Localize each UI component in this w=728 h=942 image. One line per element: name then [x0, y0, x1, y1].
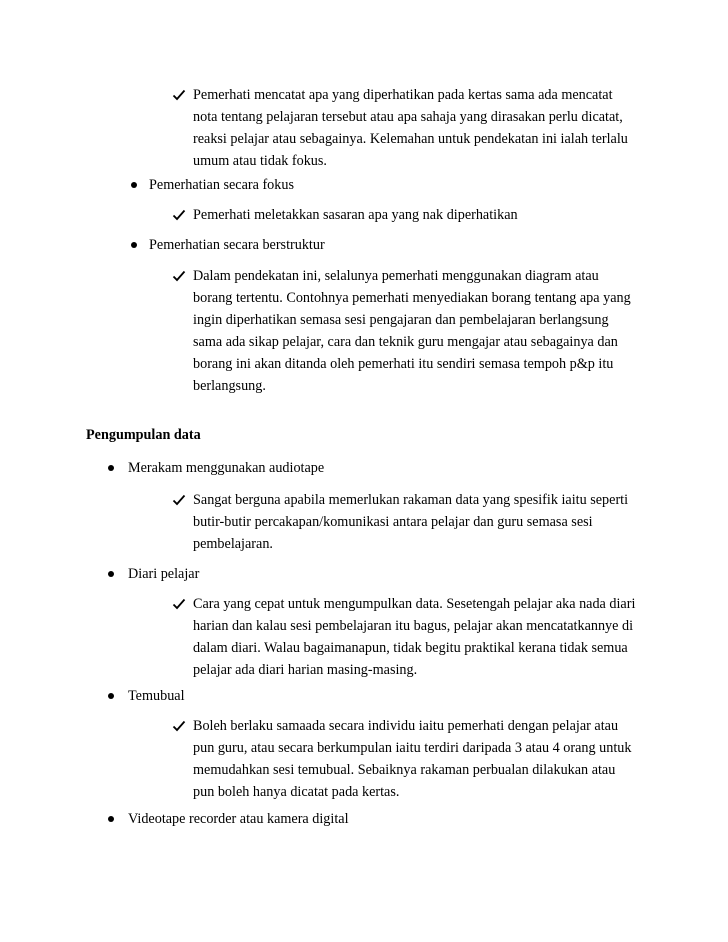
text-line: berlangsung.: [193, 378, 266, 394]
text-line: ingin diperhatikan semasa sesi pengajaran dan pembelajaran berlangsung: [193, 312, 609, 328]
text-line: sama ada sikap pelajar, cara dan teknik guru mengajar atau sebagainya dan: [193, 334, 618, 350]
text-line: umum atau tidak fokus.: [193, 153, 327, 169]
text-line: borang ini akan ditanda oleh pemerhati itu sendiri semasa tempoh p&p itu: [193, 356, 614, 372]
text-line: pun guru, atau secara berkumpulan iaitu terdiri daripada 3 atau 4 orang untuk: [193, 740, 632, 756]
bullet-icon: [131, 242, 137, 248]
checkmark-icon: [172, 208, 186, 222]
checkmark-icon: [172, 88, 186, 102]
section-heading: Pengumpulan data: [86, 427, 201, 443]
text-line: pembelajaran.: [193, 536, 273, 552]
text-line: dalam diari. Walau bagaimanapun, tidak begitu praktikal kerana tidak semua: [193, 640, 628, 656]
text-line: memudahkan sesi temubual. Sebaiknya rakaman perbualan dilakukan atau: [193, 762, 616, 778]
list-item: Videotape recorder atau kamera digital: [128, 811, 349, 827]
list-item: Merakam menggunakan audiotape: [128, 460, 325, 476]
list-item: Temubual: [128, 688, 185, 704]
list-item: Pemerhatian secara berstruktur: [149, 237, 325, 253]
text-line: Dalam pendekatan ini, selalunya pemerhati menggunakan diagram atau: [193, 268, 599, 284]
text-line: Pemerhati meletakkan sasaran apa yang nak diperhatikan: [193, 207, 518, 223]
text-line: harian dan kalau sesi pembelajaran itu bagus, pelajar akan mencatatkannye di: [193, 618, 634, 634]
bullet-icon: [131, 182, 137, 188]
checkmark-icon: [172, 597, 186, 611]
checkmark-icon: [172, 269, 186, 283]
bullet-icon: [108, 465, 114, 471]
text-line: butir-butir percakapan/komunikasi antara pelajar dan guru semasa sesi: [193, 514, 593, 530]
text-line: nota tentang pelajaran tersebut atau apa sahaja yang dirasakan perlu dicatat,: [193, 109, 623, 125]
bullet-icon: [108, 693, 114, 699]
text-line: pelajar ada diari harian masing-masing.: [193, 662, 418, 678]
text-line: pun boleh hanya dicatat pada kertas.: [193, 784, 400, 800]
checkmark-icon: [172, 719, 186, 733]
text-line: Boleh berlaku samaada secara individu iaitu pemerhati dengan pelajar atau: [193, 718, 619, 734]
bullet-icon: [108, 571, 114, 577]
checkmark-icon: [172, 493, 186, 507]
text-line: Pemerhati mencatat apa yang diperhatikan pada kertas sama ada mencatat: [193, 87, 613, 103]
text-line: reaksi pelajar atau sebagainya. Kelemahan untuk pendekatan ini ialah terlalu: [193, 131, 628, 147]
text-line: Sangat berguna apabila memerlukan rakaman data yang spesifik iaitu seperti: [193, 492, 629, 508]
text-line: borang tertentu. Contohnya pemerhati menyediakan borang tentang apa yang: [193, 290, 631, 306]
list-item: Diari pelajar: [128, 566, 200, 582]
list-item: Pemerhatian secara fokus: [149, 177, 294, 193]
bullet-icon: [108, 816, 114, 822]
text-line: Cara yang cepat untuk mengumpulkan data. Sesetengah pelajar aka nada diari: [193, 596, 636, 612]
